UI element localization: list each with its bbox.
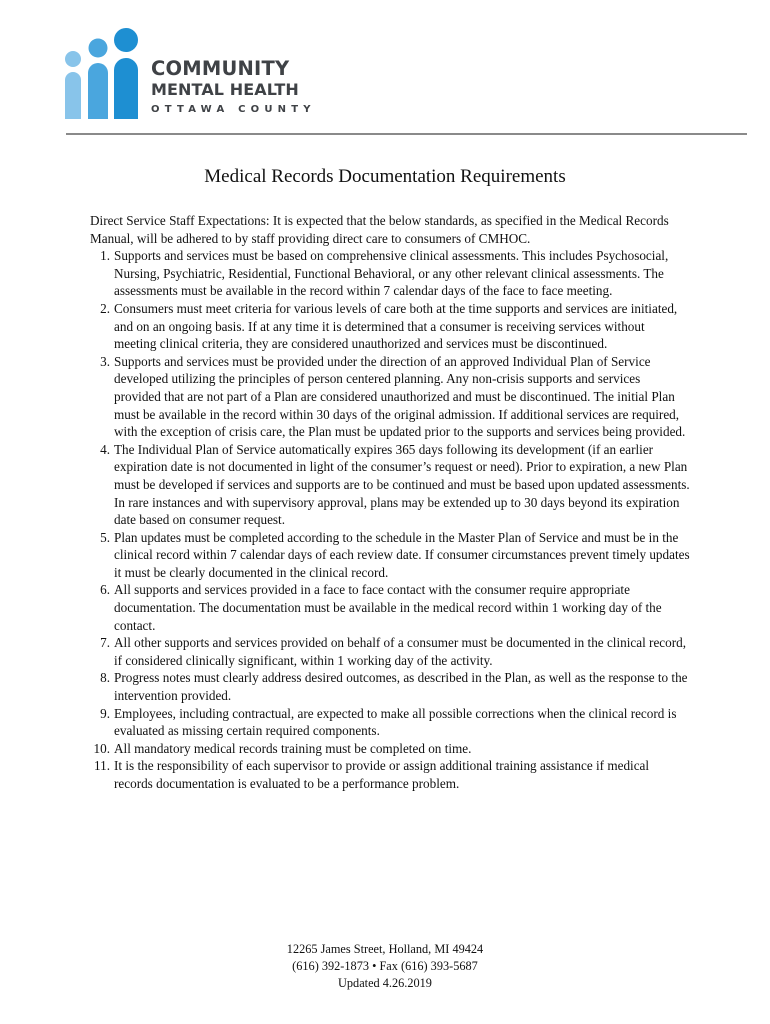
item-number: 7. [100,635,110,651]
document-title: Medical Records Documentation Requirements [204,166,566,187]
item-number: 9. [100,705,110,721]
logo-line-county: OTTAWA COUNTY [151,104,316,115]
logo-line-community: COMMUNITY [151,57,290,80]
item-number: 3. [100,353,110,369]
list-item [90,740,690,758]
item-text: Supports and services must be provided under the direction of an approved Individual Plan of Service developed utilizing the principles of person centered planning. Any non-crisis supports and services provided that are not part of a Plan are considered unauthorized and must be discontinued. The initial Plan must be available in the record within 30 days of the original admission. If additional services are required, with the exception of crisis care, the Plan must be updated prior to the supports and services being provided. [114,353,686,440]
item-text: Employees, including contractual, are expected to make all possible corrections when the clinical record is evaluated as missing certain required components. [114,705,677,739]
list-item [90,247,690,300]
item-text: It is the responsibility of each supervisor to provide or assign additional training assistance if medical records documentation is evaluated to be a performance problem. [114,758,650,791]
item-number: 8. [100,670,110,686]
list-item [90,669,690,704]
list-item [90,353,690,441]
item-text: All mandatory medical records training must be completed on time. [114,740,472,756]
logo-line-mental-health: MENTAL HEALTH [151,80,299,99]
item-number: 11. [94,758,110,774]
item-text: All supports and services provided in a face to face contact with the consumer require appropriate documentation. The documentation must be available in the medical record within 1 working day of the contact. [114,582,662,633]
footer [0,941,770,992]
item-text: All other supports and services provided on behalf of a consumer must be documented in the clinical record, if considered clinically significant, within 1 working day of the activity. [114,635,687,668]
item-text: Progress notes must clearly address desired outcomes, as described in the Plan, as well as the response to the intervention provided. [114,670,688,704]
item-text: The Individual Plan of Service automatically expires 365 days following its development (if an earlier expiration date is not documented in light of the consumer’s request or need). Prior to expiration, a new Plan must be developed if services and supports are to be continued and must be based upon updated assessments. In rare instances and with supervisory approval, plans may be extended up to 30 days beyond its expiration date based on consumer request. [114,441,690,528]
item-number: 2. [100,300,110,316]
footer-phone-fax: (616) 392-1873 • Fax (616) 393-5687 [292,959,478,973]
logo-figures-icon [60,26,150,126]
list-item [90,441,690,529]
header-divider [66,133,747,135]
footer-address: 12265 James Street, Holland, MI 49424 [286,942,484,956]
logo-wordmark [151,58,316,119]
item-number: 4. [100,441,110,457]
item-number: 5. [100,529,110,545]
item-text: Consumers must meet criteria for various levels of care both at the time supports and services are initiated, and on an ongoing basis. If at any time it is determined that a consumer is receiving services without meeting clinical criteria, they are considered unauthorized and services must be discontinued. [114,300,678,352]
item-number: 10. [93,740,110,756]
item-text: Supports and services must be based on comprehensive clinical assessments. This includes Psychosocial, Nursing, Psychiatric, Residential, Functional Behavioral, or any other relevant clinical assessments. The assessments must be available in the record within 7 calendar days of the face to face meeting. [114,248,669,299]
item-number: 6. [100,582,110,598]
document-body [90,212,690,793]
item-number: 1. [100,248,110,264]
list-item [90,634,690,669]
requirements-list [90,247,690,792]
item-text: Plan updates must be completed according to the schedule in the Master Plan of Service and must be in the clinical record within 7 calendar days of each review date. If consumer circumstances prevent timely updates it must be clearly documented in the clinical record. [114,529,690,580]
list-item [90,529,690,582]
list-item [90,581,690,634]
list-item [90,757,690,792]
list-item [90,300,690,353]
footer-updated: Updated 4.26.2019 [338,976,432,990]
intro-paragraph: Direct Service Staff Expectations: It is expected that the below standards, as specified in the Medical Records Manual, will be adhered to by staff providing direct care to consumers of CMHOC. [90,213,669,246]
list-item [90,705,690,740]
